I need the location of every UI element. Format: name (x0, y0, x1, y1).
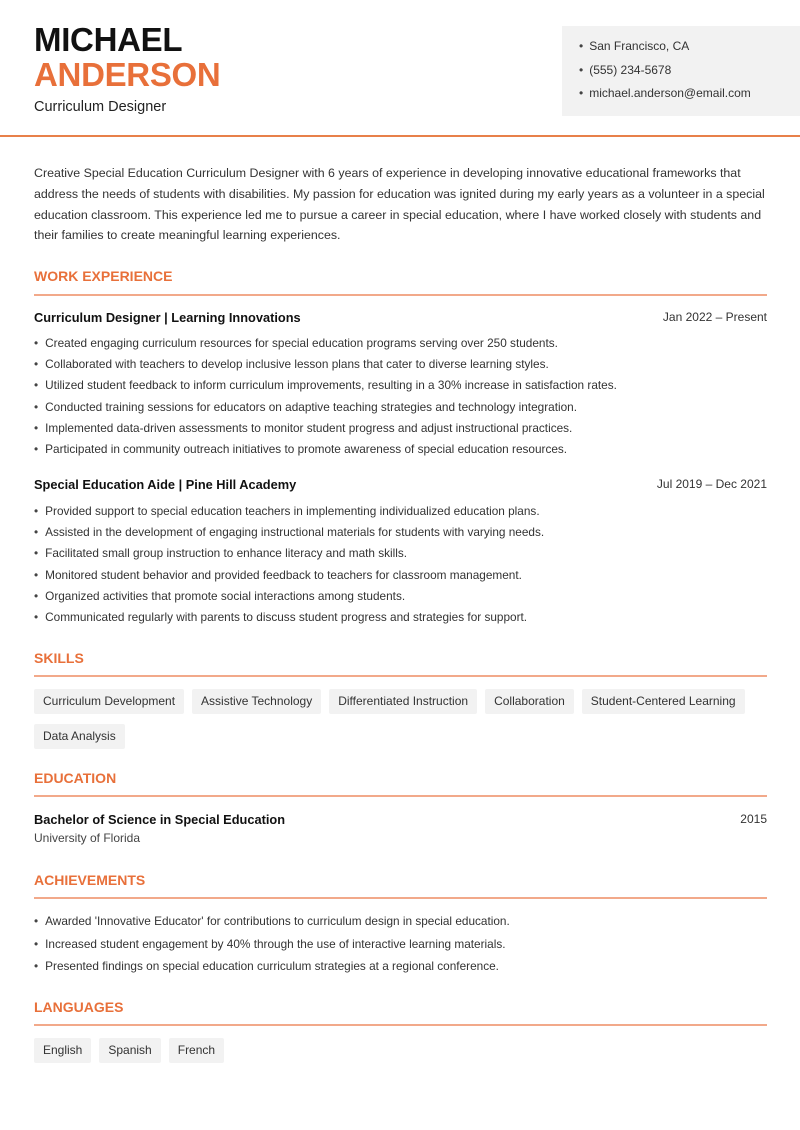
section-title-languages: LANGUAGES (34, 999, 124, 1015)
achievements-list (34, 912, 774, 980)
candidate-name (34, 22, 220, 92)
last-name: ANDERSON (34, 56, 221, 93)
languages-list (34, 1038, 774, 1063)
language-chip: English (34, 1038, 91, 1063)
summary-paragraph: Creative Special Education Curriculum Designer with 6 years of experience in developing innovative educational frameworks that address the needs of students with disabilities. My passion for education was ignited during my early years as a volunteer in a special education classroom. This experience led me to pursue a career in special education, where I have worked closely with students and their families to create meaningful learning experiences. (34, 166, 765, 243)
section-title-achievements: ACHIEVEMENTS (34, 872, 146, 888)
list-item: • Increased student engagement by 40% through the use of interactive learning materials. (34, 935, 774, 958)
list-item: • Monitored student behavior and provided feedback to teachers for classroom management. (34, 566, 774, 587)
job-role: Curriculum Designer (34, 99, 167, 115)
list-item: • Awarded 'Innovative Educator' for contributions to curriculum design in special education. (34, 912, 774, 935)
job-dates: Jan 2022 – Present (662, 310, 767, 324)
list-item: • Assisted in the development of engaging instructional materials for students with varying needs. (34, 523, 774, 544)
contact-phone: • (555) 234-5678 (579, 61, 800, 85)
list-item: • Presented findings on special education curriculum strategies at a regional conference. (34, 957, 774, 980)
section-divider (34, 675, 767, 677)
job-bullets (34, 334, 774, 461)
resume-header (0, 0, 800, 137)
section-divider (34, 897, 767, 899)
job-title: Curriculum Designer | Learning Innovations (34, 310, 301, 325)
skill-chip: Differentiated Instruction (329, 689, 477, 714)
job-title: Special Education Aide | Pine Hill Academy (34, 477, 297, 492)
list-item: • Implemented data-driven assessments to monitor student progress and adjust instructional practices. (34, 419, 774, 440)
first-name: MICHAEL (34, 21, 183, 58)
list-item: • Organized activities that promote social interactions among students. (34, 587, 774, 608)
section-divider (34, 795, 767, 797)
school-name: University of Florida (34, 831, 141, 845)
graduation-year: 2015 (740, 812, 767, 826)
section-title-skills: SKILLS (34, 650, 84, 666)
skill-chip: Data Analysis (34, 724, 125, 749)
skills-list (34, 689, 774, 749)
section-divider (34, 1024, 767, 1026)
job-bullets (34, 502, 774, 629)
skill-chip: Student-Centered Learning (582, 689, 745, 714)
job-dates: Jul 2019 – Dec 2021 (656, 477, 767, 491)
degree-title: Bachelor of Science in Special Education (34, 812, 286, 827)
list-item: • Conducted training sessions for educators on adaptive teaching strategies and technology integration. (34, 398, 774, 419)
language-chip: Spanish (99, 1038, 160, 1063)
list-item: • Communicated regularly with parents to discuss student progress and strategies for support. (34, 608, 774, 629)
list-item: • Collaborated with teachers to develop inclusive lesson plans that cater to diverse learning styles. (34, 355, 774, 376)
contact-email: • michael.anderson@email.com (579, 84, 800, 108)
list-item: • Participated in community outreach initiatives to promote awareness of special education resources. (34, 440, 774, 461)
contact-location: • San Francisco, CA (579, 37, 800, 61)
section-divider (34, 294, 767, 296)
list-item: • Created engaging curriculum resources for special education programs serving over 250 students. (34, 334, 774, 355)
list-item: • Utilized student feedback to inform curriculum improvements, resulting in a 30% increase in satisfaction rates. (34, 376, 774, 397)
contact-box (562, 26, 800, 116)
list-item: • Provided support to special education teachers in implementing individualized education plans. (34, 502, 774, 523)
section-title-work: WORK EXPERIENCE (34, 268, 173, 284)
section-title-education: EDUCATION (34, 770, 117, 786)
skill-chip: Curriculum Development (34, 689, 184, 714)
list-item: • Facilitated small group instruction to enhance literacy and math skills. (34, 544, 774, 565)
skill-chip: Collaboration (485, 689, 574, 714)
skill-chip: Assistive Technology (192, 689, 321, 714)
language-chip: French (169, 1038, 224, 1063)
